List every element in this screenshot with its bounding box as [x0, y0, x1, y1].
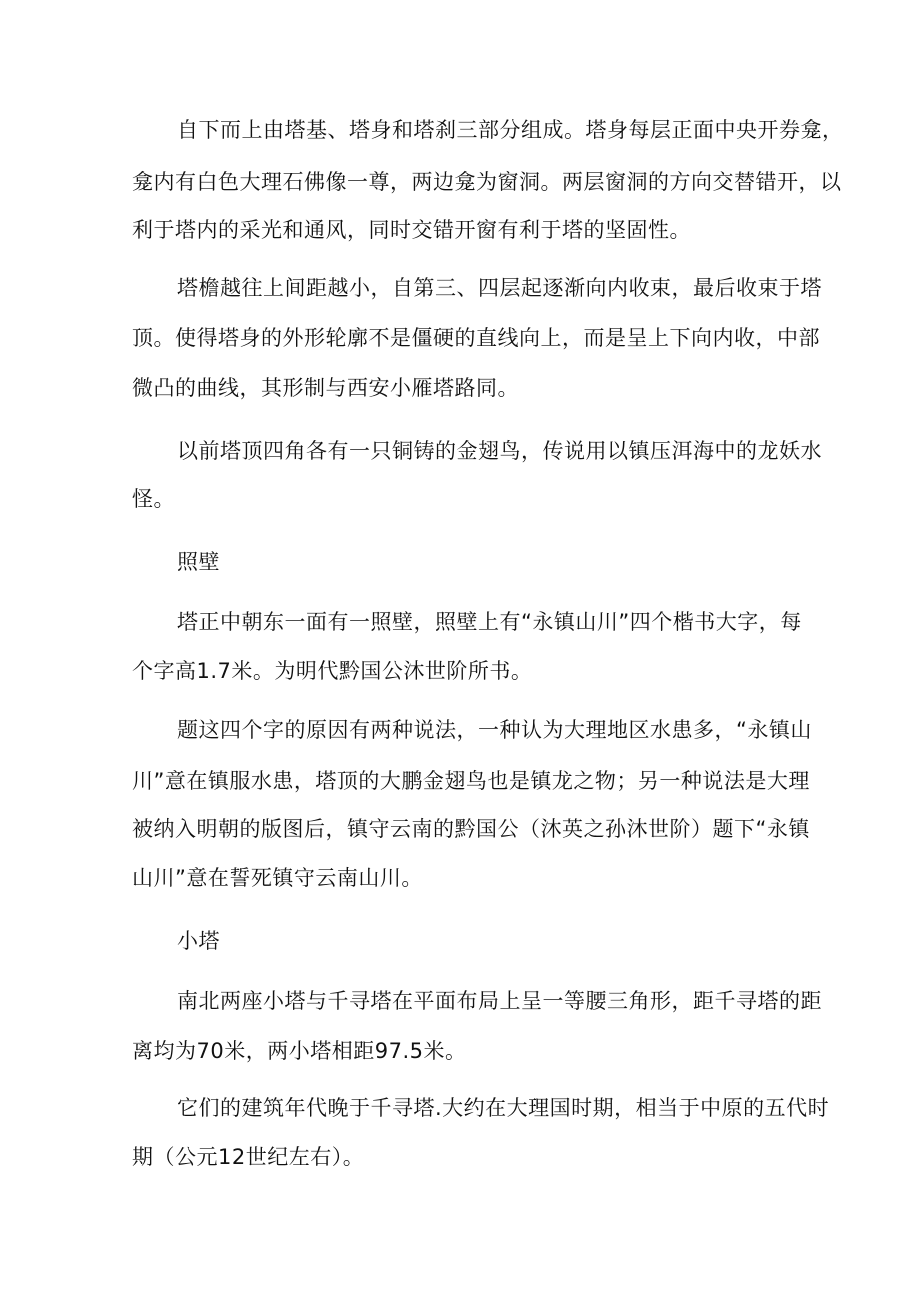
text-line: 怪。 [132, 487, 175, 511]
text-line: 被纳入明朝的版图后，镇守云南的黔国公（沐英之孙沐世阶）题下“永镇 [132, 817, 810, 841]
text-line: 山川”意在誓死镇守云南山川。 [132, 866, 423, 890]
text-line: 微凸的曲线，其形制与西安小雁塔路同。 [132, 376, 519, 400]
text-line: 南北两座小塔与千寻塔在平面布局上呈一等腰三角形，距千寻塔的距 [177, 989, 822, 1013]
text-line: 离均为70米，两小塔相距97.5米。 [132, 1039, 467, 1063]
text-line: 期（公元12世纪左右）。 [132, 1145, 365, 1169]
section-heading: 照壁 [177, 550, 220, 574]
text-line: 题这四个字的原因有两种说法，一种认为大理地区水患多，“永镇山 [177, 718, 812, 742]
text-line: 个字高1.7米。为明代黔国公沐世阶所书。 [132, 659, 533, 683]
text-line: 龛内有白色大理石佛像一尊，两边龛为窗洞。两层窗洞的方向交替错开，以 [132, 170, 842, 194]
text-line: 川”意在镇服水患，塔顶的大鹏金翅鸟也是镇龙之物；另一种说法是大理 [132, 769, 810, 793]
text-line: 以前塔顶四角各有一只铜铸的金翅鸟，传说用以镇压洱海中的龙妖水 [177, 439, 822, 463]
text-line: 顶。使得塔身的外形轮廓不是僵硬的直线向上，而是呈上下向内收，中部 [132, 326, 820, 350]
text-line: 利于塔内的采光和通风，同时交错开窗有利于塔的坚固性。 [132, 218, 691, 242]
text-line: 塔正中朝东一面有一照壁，照壁上有“永镇山川”四个楷书大字，每 [177, 610, 802, 634]
text-line: 自下而上由塔基、塔身和塔刹三部分组成。塔身每层正面中央开券龛， [177, 118, 844, 142]
text-line: 塔檐越往上间距越小，自第三、四层起逐渐向内收束，最后收束于塔 [177, 276, 822, 300]
text-line: 它们的建筑年代晚于千寻塔.大约在大理国时期，相当于中原的五代时 [177, 1096, 830, 1120]
section-heading: 小塔 [177, 929, 220, 953]
